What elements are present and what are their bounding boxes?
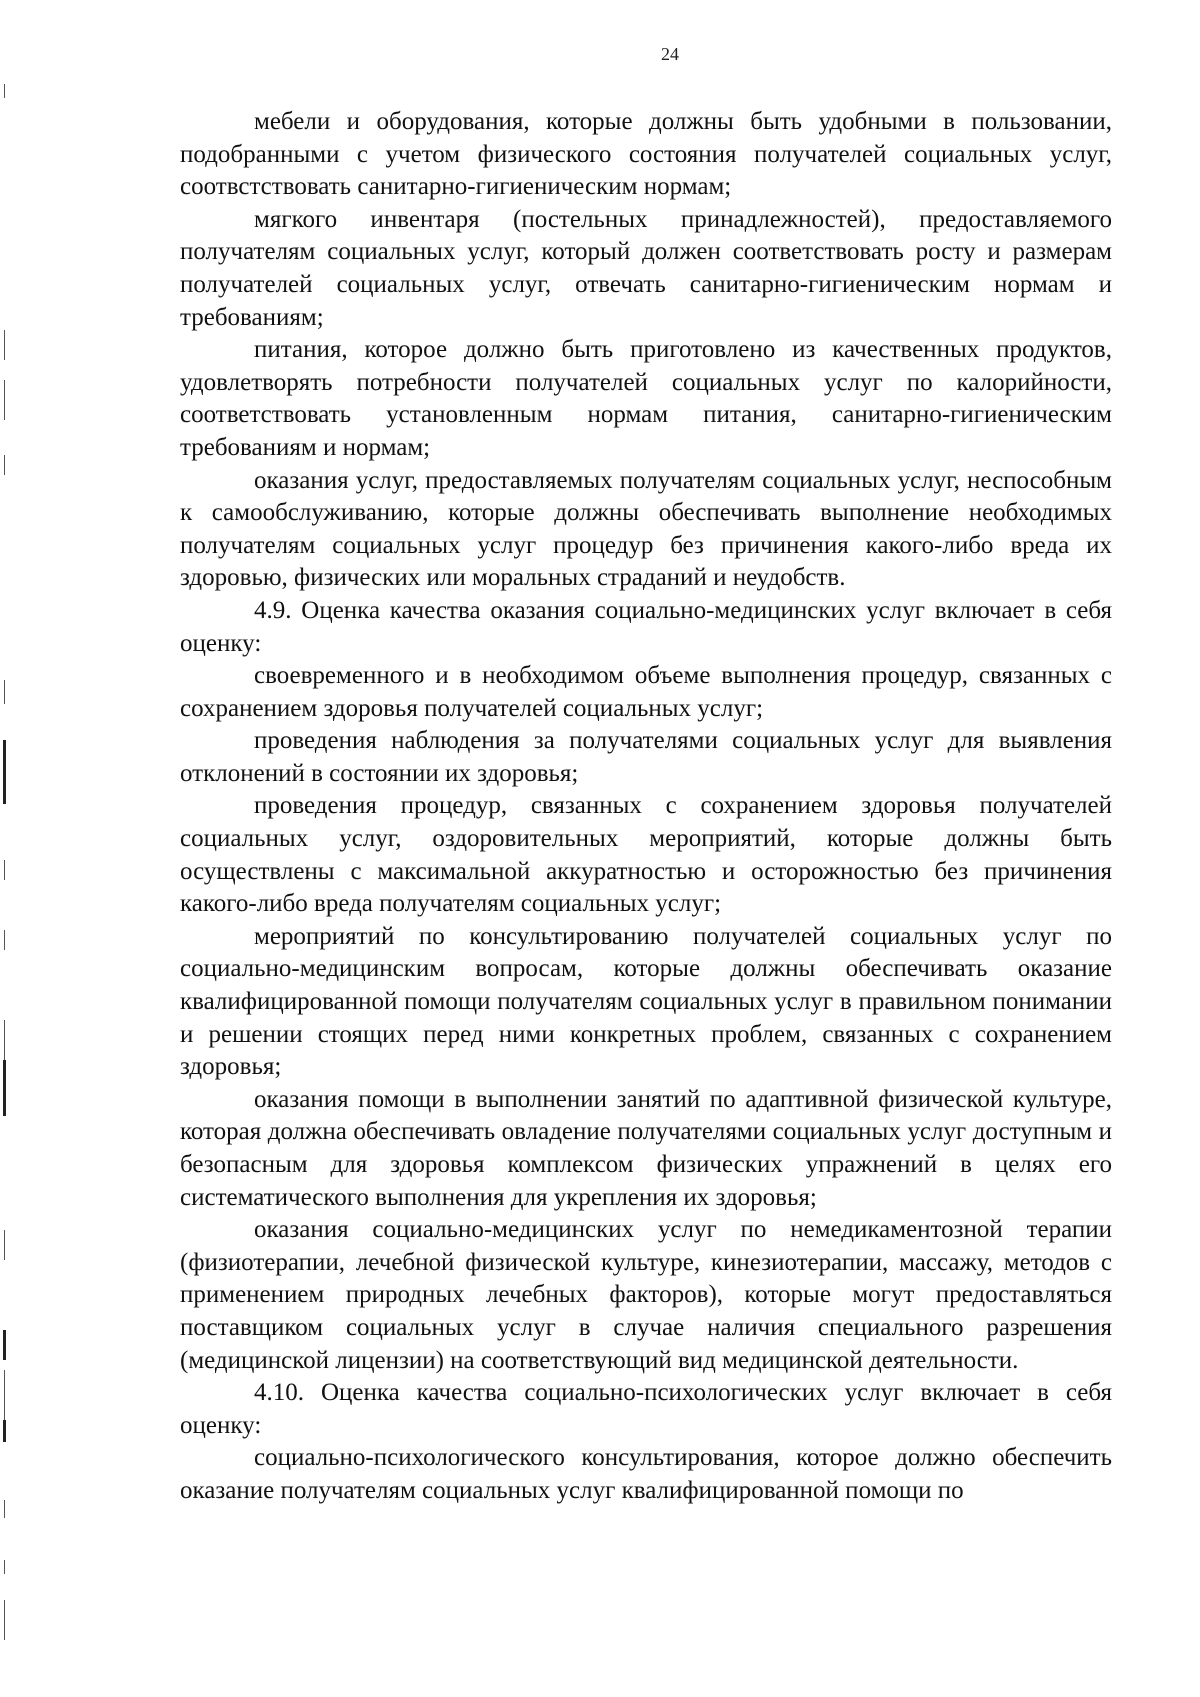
- paragraph: оказания социально-медицинских услуг по немедикаментозной терапии (физиотерапии, лечебной физической культуре, кинезиотерапии, массажу, методов с применением природных лечебных факторов), которые могут предоставляться поставщиком социальных услуг в случае наличия специального разрешения (медицинской лицензии) на соответствующий вид медицинской деятельности.: [180, 1216, 1112, 1374]
- body-text: [180, 106, 1112, 1508]
- paragraph: оказания помощи в выполнении занятий по адаптивной физической культуре, которая должна обеспечивать овладение получателями социальных услуг доступным и безопасным для здоровья комплексом физических упражнений в целях его систематического выполнения для укрепления их здоровья;: [180, 1085, 1112, 1211]
- paragraph: своевременного и в необходимом объеме выполнения процедур, связанных с сохранением здоровья получателей социальных услуг;: [180, 662, 1112, 722]
- paragraph: питания, которое должно быть приготовлено из качественных продуктов, удовлетворять потребности получателей социальных услуг по калорийности, соответствовать установленным нормам питания, санитарно-гигиеническим требованиям и нормам;: [180, 336, 1112, 461]
- paragraph: мероприятий по консультированию получателей социальных услуг по социально-медицинским вопросам, которые должны обеспечивать оказание квалифицированной помощи получателям социальных услуг в правильном понимании и решении стоящих перед ними конкретных проблем, связанных с сохранением здоровья;: [180, 922, 1112, 1081]
- paragraph: проведения наблюдения за получателями социальных услуг для выявления отклонений в состоянии их здоровья;: [180, 727, 1112, 787]
- paragraph: проведения процедур, связанных с сохранением здоровья получателей социальных услуг, оздоровительных мероприятий, которые должны быть осуществлены с максимальной аккуратностью и осторожностью без причинения какого-либо вреда получателям социальных услуг;: [180, 792, 1112, 918]
- section-paragraph-4-9: 4.9. Оценка качества оказания социально-медицинских услуг включает в себя оценку:: [180, 596, 1112, 657]
- paragraph: мягкого инвентаря (постельных принадлежностей), предоставляемого получателям социальных услуг, который должен соответствовать росту и размерам получателей социальных услуг, отвечать санитарно-гигиеническим нормам и требованиям;: [180, 205, 1112, 331]
- paragraph: оказания услуг, предоставляемых получателям социальных услуг, неспособным к самообслуживанию, которые должны обеспечивать выполнение необходимых получателям социальных услуг процедур без причинения какого-либо вреда их здоровью, физических или моральных страданий и неудобств.: [180, 466, 1112, 592]
- paragraph: социально-психологического консультирования, которое должно обеспечить оказание получателям социальных услуг квалифицированной помощи по: [180, 1444, 1112, 1504]
- page-number: 24: [661, 44, 679, 64]
- section-paragraph-4-10: 4.10. Оценка качества социально-психологических услуг включает в себя оценку:: [180, 1379, 1112, 1439]
- paragraph: мебели и оборудования, которые должны быть удобными в пользовании, подобранными с учетом физического состояния получателей социальных услуг, соотвстствовать санитарно-гигиеническим нормам;: [180, 108, 1112, 201]
- scan-edge-marks: [0, 0, 14, 1697]
